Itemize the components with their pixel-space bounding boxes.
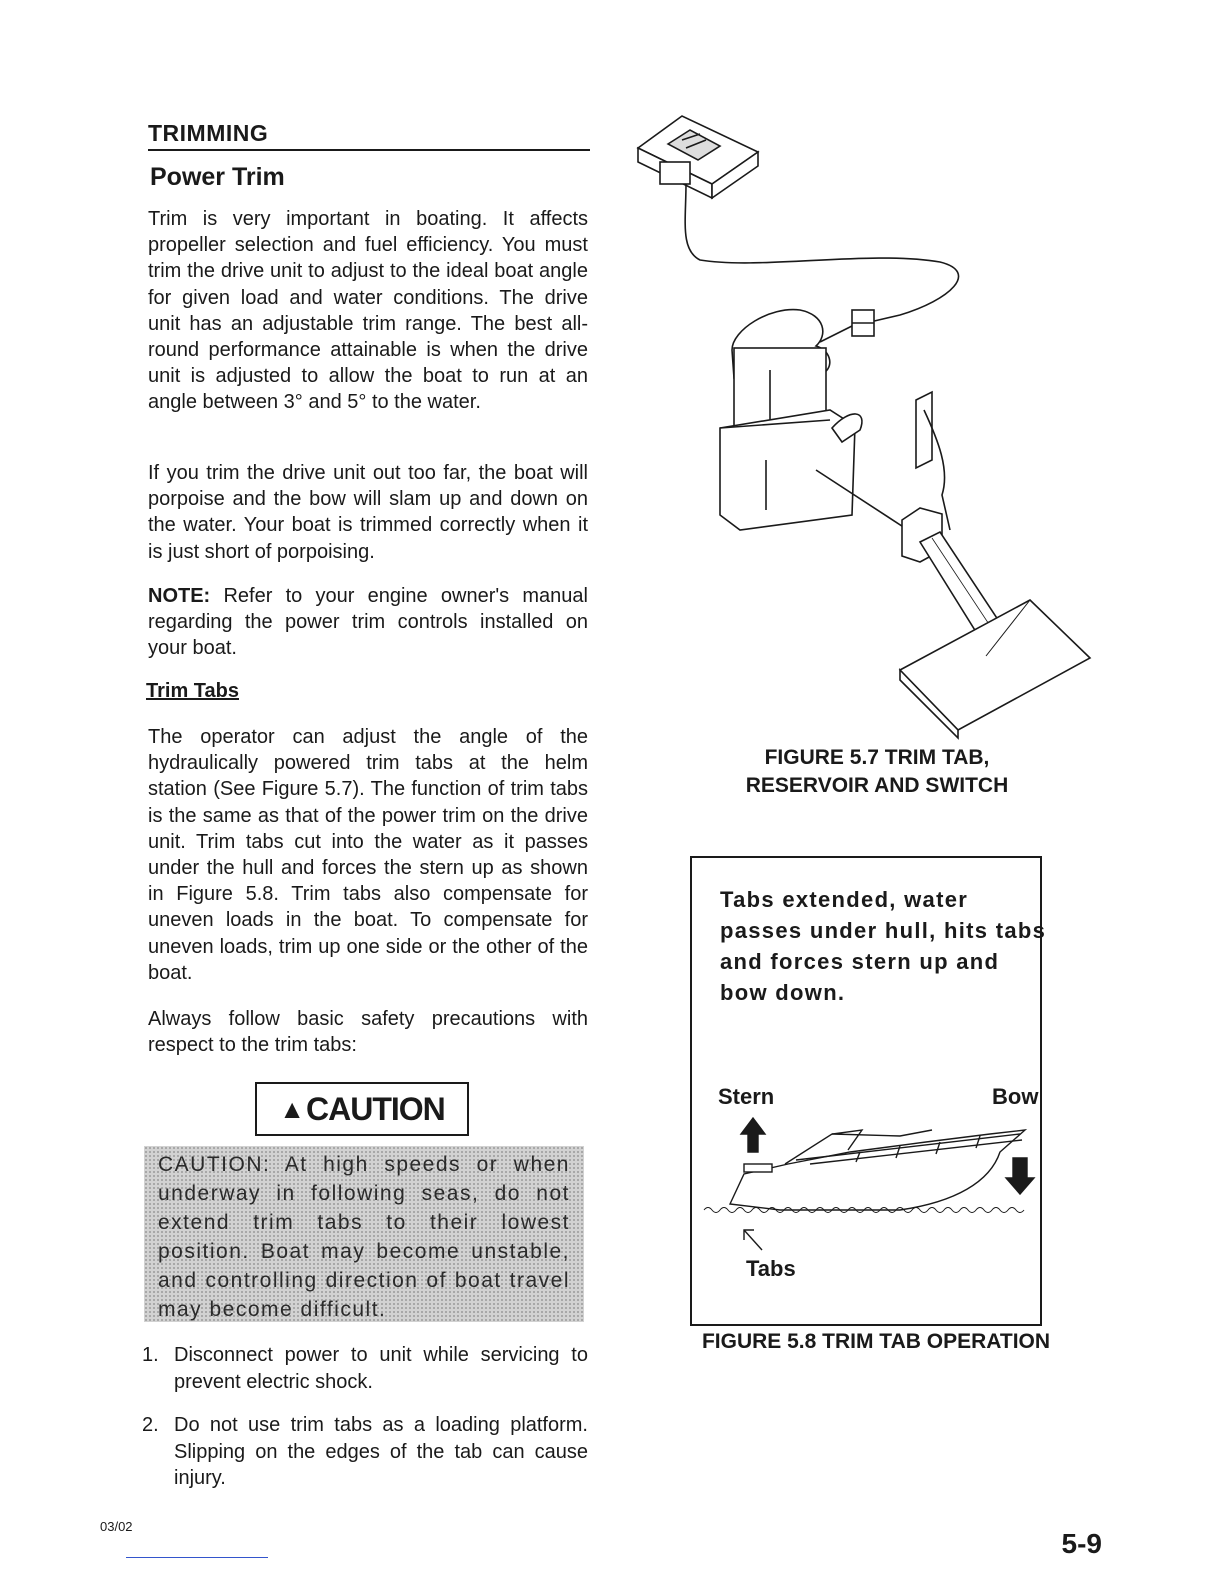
trim-tabs-heading: Trim Tabs <box>146 680 239 702</box>
caution-label: CAUTION <box>305 1090 445 1127</box>
list-number: 1. <box>142 1344 159 1366</box>
porpoise-paragraph: If you trim the drive unit out too far, the boat will porpoise and the bow will slam up and down on the water. Your boat is trimmed correctly when it is just short of porpoising. <box>148 462 588 563</box>
note-paragraph <box>148 583 588 662</box>
bow-label: Bow <box>992 1084 1039 1109</box>
figure-5-7-caption-line2: RESERVOIR AND SWITCH <box>745 774 1009 797</box>
boat-trim-diagram <box>700 1112 1040 1262</box>
list-item <box>142 1412 588 1492</box>
tabs-label: Tabs <box>746 1256 796 1281</box>
figure-5-8-description: Tabs extended, water passes under hull, hits tabs and forces stern up and bow down. <box>720 887 1047 1005</box>
caution-header <box>255 1082 469 1136</box>
section-title: TRIMMING <box>148 120 590 151</box>
figure-5-7-caption <box>700 744 1054 800</box>
footer-date: 03/02 <box>100 1519 133 1534</box>
subsection-title: Power Trim <box>150 163 285 191</box>
stern-up-arrow-icon <box>741 1118 765 1152</box>
note-text: Refer to your engine owner's manual regarding the power trim controls installed on your boat. <box>148 585 588 660</box>
caution-text: CAUTION: At high speeds or when underway in following seas, do not extend trim tabs to their lowest position. Boat may become unstable, and controlling direction of boat travel may become difficult. <box>158 1153 570 1321</box>
warning-triangle-icon: ▲ <box>279 1093 304 1124</box>
figure-5-7-caption-line1: FIGURE 5.7 TRIM TAB, <box>764 746 990 769</box>
safety-intro-paragraph: Always follow basic safety precautions with respect to the trim tabs: <box>148 1008 588 1057</box>
figure-5-8-caption: FIGURE 5.8 TRIM TAB OPERATION <box>701 1330 1051 1353</box>
bow-down-arrow-icon <box>1006 1158 1034 1194</box>
note-label: NOTE: <box>148 585 211 607</box>
trim-tab-reservoir-switch-illustration <box>620 110 1100 740</box>
list-number: 2. <box>142 1414 159 1436</box>
intro-paragraph: Trim is very important in boating. It affects propeller selection and fuel efficiency. You must trim the drive unit to adjust to the ideal boat angle for given load and water conditions. The drive unit has an adjustable trim range. The best all-round performance attainable is when the drive unit is adjusted to allow the boat to run at an angle between 3° and 5° to the water. <box>148 208 588 414</box>
list-item <box>142 1342 588 1395</box>
trim-tabs-paragraph: The operator can adjust the angle of the hydraulically powered trim tabs at the helm station (See Figure 5.7). The function of trim tabs is the same as that of the power trim on the drive unit. Trim tabs cut into the water as it passes under the hull and forces the stern up as shown in Figure 5.8. Trim tabs also compensate for uneven loads in the boat. To compensate for uneven loads, trim up one side or the other of the boat. <box>148 726 588 984</box>
stern-label: Stern <box>718 1084 775 1109</box>
page-number: 5-9 <box>1061 1528 1102 1559</box>
footer-divider <box>126 1557 268 1558</box>
list-text: Do not use trim tabs as a loading platform. Slipping on the edges of the tab can cause injury. <box>174 1414 588 1489</box>
list-text: Disconnect power to unit while servicing to prevent electric shock. <box>174 1344 588 1393</box>
